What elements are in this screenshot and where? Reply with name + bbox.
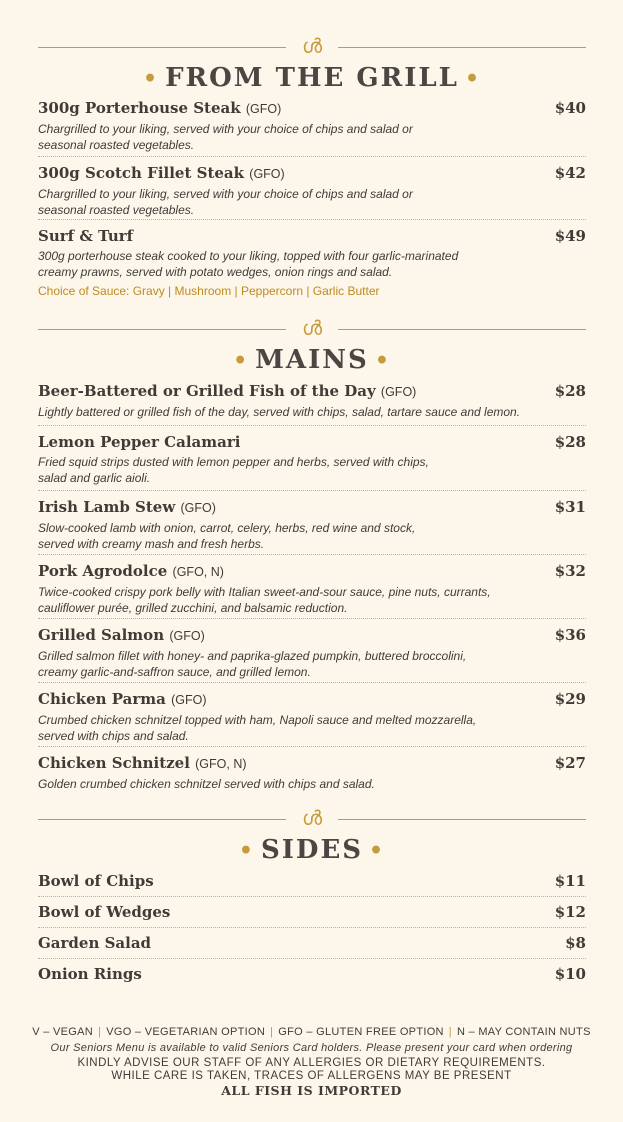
bullet-icon: • — [464, 66, 481, 92]
item-title — [38, 432, 586, 452]
bullet-icon: • — [143, 66, 160, 92]
item-tag: (GFO) — [169, 629, 205, 643]
item-name: Irish Lamb Stew — [38, 498, 176, 516]
item-title — [38, 625, 586, 646]
divider-line — [338, 329, 586, 330]
item-description: Fried squid strips dusted with lemon pepper and herbs, served with chips, salad and garlic aioli. — [38, 455, 429, 485]
item-description: Chargrilled to your liking, served with your choice of chips and salad or seasonal roasted vegetables. — [38, 187, 413, 217]
side-item — [38, 959, 586, 989]
divider-line — [338, 47, 586, 48]
menu-item — [38, 381, 586, 426]
menu-item — [38, 683, 586, 747]
item-title — [38, 497, 586, 518]
item-title — [38, 226, 586, 246]
side-item — [38, 928, 586, 959]
item-price: $27 — [554, 754, 586, 772]
item-price: $40 — [554, 99, 586, 117]
item-price: $28 — [554, 433, 586, 451]
legend-entry: VGO – VEGETARIAN OPTION — [106, 1026, 266, 1038]
item-price: $11 — [554, 872, 586, 890]
bullet-icon: • — [238, 838, 255, 864]
seniors-note: Our Seniors Menu is available to valid Seniors Card holders. Please present your card when ordering — [50, 1042, 573, 1054]
item-tag: (GFO) — [380, 385, 417, 399]
menu-footer — [0, 1026, 623, 1098]
bullet-icon: • — [369, 838, 386, 864]
item-price: $31 — [554, 498, 586, 516]
item-name: Chicken Parma — [38, 690, 166, 708]
fish-notice: ALL FISH IS IMPORTED — [221, 1083, 402, 1098]
allergen-warning: WHILE CARE IS TAKEN, TRACES OF ALLERGENS MAY BE PRESENT — [111, 1070, 512, 1082]
item-tag: (GFO) — [245, 102, 282, 116]
item-tag: (GFO) — [171, 693, 207, 707]
item-price: $8 — [565, 934, 586, 952]
menu-item — [38, 619, 586, 683]
legend-entry: N – MAY CONTAIN NUTS — [456, 1026, 591, 1038]
legend-entry: GFO – GLUTEN FREE OPTION — [278, 1026, 444, 1038]
item-description: Crumbed chicken schnitzel topped with ham, Napoli sauce and melted mozzarella, served with chips and salad. — [38, 713, 477, 743]
flourish-icon: ൾ — [301, 34, 323, 58]
item-description: 300g porterhouse steak cooked to your liking, topped with four garlic-marinated creamy prawns, served with potato wedges, onion rings and salad. — [38, 249, 459, 279]
section-divider — [38, 316, 586, 340]
legend-separator: | — [270, 1026, 274, 1038]
item-name: Garden Salad — [38, 934, 152, 952]
item-tag: (GFO, N) — [195, 757, 247, 771]
item-price: $42 — [554, 164, 586, 182]
legend-entry: V – VEGAN — [32, 1026, 94, 1038]
section-divider — [38, 34, 586, 58]
menu-item — [38, 157, 586, 220]
item-price: $36 — [554, 626, 586, 644]
flourish-icon: ൾ — [301, 806, 323, 830]
item-title — [38, 163, 586, 184]
menu-item — [38, 491, 586, 555]
item-name: Pork Agrodolce — [38, 562, 168, 580]
item-title — [38, 753, 586, 774]
mains-section — [38, 316, 586, 381]
divider-line — [338, 819, 586, 820]
item-price: $49 — [554, 227, 586, 245]
section-title: MAINS — [255, 345, 369, 375]
grill-section — [38, 34, 586, 99]
section-title: FROM THE GRILL — [165, 63, 459, 93]
sides-section — [38, 806, 586, 871]
item-title — [38, 381, 586, 402]
divider-line — [38, 47, 286, 48]
item-price: $29 — [554, 690, 586, 708]
item-name: 300g Scotch Fillet Steak — [38, 164, 245, 182]
grill-items — [38, 98, 586, 300]
menu-item — [38, 555, 586, 619]
section-divider — [38, 806, 586, 830]
flourish-icon: ൾ — [301, 316, 323, 340]
menu-item — [38, 220, 586, 300]
item-name: Grilled Salmon — [38, 626, 165, 644]
item-description: Slow-cooked lamb with onion, carrot, celery, herbs, red wine and stock, served with creamy mash and fresh herbs. — [38, 521, 416, 551]
sauce-options: Choice of Sauce: Gravy | Mushroom | Peppercorn | Garlic Butter — [38, 284, 380, 298]
item-price: $10 — [554, 965, 586, 983]
allergy-notice: KINDLY ADVISE OUR STAFF OF ANY ALLERGIES OR DIETARY REQUIREMENTS. — [77, 1057, 546, 1069]
item-title — [38, 561, 586, 582]
item-tag: (GFO) — [180, 501, 216, 515]
item-description: Golden crumbed chicken schnitzel served with chips and salad. — [38, 777, 375, 791]
menu-item — [38, 747, 586, 795]
item-tag: (GFO, N) — [172, 565, 224, 579]
side-item — [38, 866, 586, 897]
legend-separator: | — [448, 1026, 452, 1038]
item-title — [38, 98, 586, 119]
item-description: Twice-cooked crispy pork belly with Italian sweet-and-sour sauce, pine nuts, currants, cauliflower purée, grilled zucchini, and balsamic reduction. — [38, 585, 491, 615]
item-name: Bowl of Wedges — [38, 903, 171, 921]
dietary-legend — [0, 1026, 623, 1038]
bullet-icon: • — [233, 348, 250, 374]
item-name: Beer-Battered or Grilled Fish of the Day — [38, 382, 376, 400]
item-description: Lightly battered or grilled fish of the day, served with chips, salad, tartare sauce and lemon. — [38, 405, 521, 419]
item-name: Surf & Turf — [38, 227, 134, 245]
sides-items — [38, 866, 586, 989]
item-name: Chicken Schnitzel — [38, 754, 190, 772]
mains-items — [38, 381, 586, 795]
item-name: Bowl of Chips — [38, 872, 154, 890]
item-title — [38, 689, 586, 710]
divider-line — [38, 819, 286, 820]
item-description: Chargrilled to your liking, served with your choice of chips and salad or seasonal roasted vegetables. — [38, 122, 413, 152]
item-price: $32 — [554, 562, 586, 580]
menu-item — [38, 98, 586, 157]
section-heading — [38, 830, 586, 871]
item-name: 300g Porterhouse Steak — [38, 99, 241, 117]
bullet-icon: • — [374, 348, 391, 374]
legend-separator: | — [98, 1026, 102, 1038]
item-price: $12 — [554, 903, 586, 921]
item-name: Onion Rings — [38, 965, 142, 983]
section-title: SIDES — [260, 835, 364, 865]
menu-item — [38, 426, 586, 491]
section-heading — [38, 340, 586, 381]
item-price: $28 — [554, 382, 586, 400]
divider-line — [38, 329, 286, 330]
side-item — [38, 897, 586, 928]
item-name: Lemon Pepper Calamari — [38, 433, 241, 451]
item-description: Grilled salmon fillet with honey- and paprika-glazed pumpkin, buttered broccolini, creamy garlic-and-saffron sauce, and grilled lemon. — [38, 649, 467, 679]
item-tag: (GFO) — [249, 167, 285, 181]
section-heading — [38, 58, 586, 99]
